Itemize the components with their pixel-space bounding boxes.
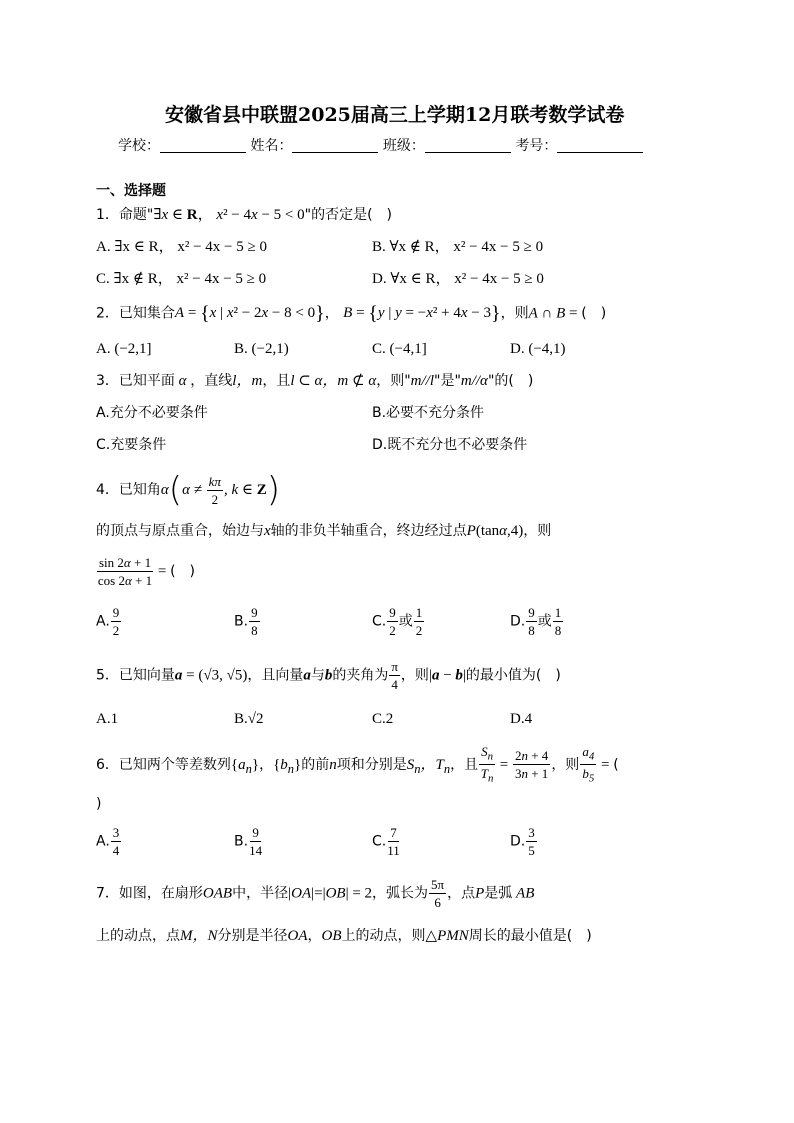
question-6-stem: 6．已知两个等差数列$\{a_n\}$，$\{b_n\}$的前n项和分别是$S_n$，$T_n$，且 $\frac{S_n}{T_n}$ = $\frac{2n + 4}{3n + 1}$ ，则 $\frac{a_4}{b_5}$ = ( <box>96 744 619 786</box>
q5-option-d[interactable]: D.4 <box>510 711 533 727</box>
question-1-stem: 1．命题"∃x ∈ R， x² − 4x − 5 < 0"的否定是( ) <box>96 207 392 223</box>
q3-option-a[interactable]: A.充分不必要条件 <box>96 405 208 421</box>
q2-option-d[interactable]: D. (−4,1) <box>510 341 566 357</box>
q3-option-d[interactable]: D.既不充分也不必要条件 <box>372 437 528 453</box>
q5-option-a[interactable]: A.1 <box>96 711 119 727</box>
q2-option-a[interactable]: A. (−2,1] <box>96 341 152 357</box>
school-field[interactable] <box>160 138 246 153</box>
class-label: 班级： <box>382 138 425 154</box>
name-field[interactable] <box>292 138 378 153</box>
question-6-line-2: ) <box>96 796 102 812</box>
exam-no-field[interactable] <box>557 138 643 153</box>
student-info-line <box>118 138 643 153</box>
q2-option-b[interactable]: B. (−2,1) <box>234 341 289 357</box>
q1-option-c[interactable]: C. ∃x ∉ R， x² − 4x − 5 ≥ 0 <box>96 271 267 287</box>
question-3-stem: 3．已知平面 α ，直线l，m，且l ⊂ α，m ⊄ α，则"m//l"是"m//α"的( ) <box>96 373 534 389</box>
exam-no-label: 考号： <box>515 138 558 154</box>
q4-option-b[interactable]: B. $\frac{9}{8}$ <box>234 605 258 638</box>
question-4-stem: 4．已知角α(α ≠ $\frac{k\pi}{2}$ , k ∈ Z) <box>96 470 281 510</box>
q2-set-b: B = {y | y = −x² + 4x − 3} <box>343 303 501 325</box>
section-heading: 一、选择题 <box>96 183 166 199</box>
school-label: 学校： <box>118 138 160 154</box>
question-5-stem: 5．已知向量a = (√3, √5)，且向量a与b的夹角为 $\frac{\pi}{4}$ ，则|a − b|的最小值为( ) <box>96 659 561 692</box>
q3-option-b[interactable]: B.必要不充分条件 <box>372 405 485 421</box>
question-4-line-2: 的顶点与原点重合，始边与x轴的非负半轴重合，终边经过点P(tanα,4)，则 <box>96 523 552 539</box>
q6-option-c[interactable]: C. $\frac{7}{11}$ <box>372 825 400 858</box>
q1-proposition: ∃x ∈ R， x² − 4x − 5 < 0 <box>153 207 305 223</box>
q6-option-d[interactable]: D. $\frac{3}{5}$ <box>510 825 535 858</box>
q1-option-a[interactable]: A. ∃x ∈ R， x² − 4x − 5 ≥ 0 <box>96 239 267 255</box>
name-label: 姓名： <box>250 138 293 154</box>
q2-option-c[interactable]: C. (−4,1] <box>372 341 427 357</box>
q5-option-c[interactable]: C.2 <box>372 711 394 727</box>
q6-option-b[interactable]: B. $\frac{9}{14}$ <box>234 825 263 858</box>
q2-set-a: A = {x | x² − 2x − 8 < 0} <box>174 303 325 325</box>
q4-option-d[interactable]: D. $\frac{9}{8}$ 或 $\frac{1}{8}$ <box>510 605 562 638</box>
question-7-line-2: 上的动点，点M，N分别是半径OA，OB上的动点，则△PMN周长的最小值是( ) <box>96 928 592 944</box>
q4-option-c[interactable]: C. $\frac{9}{2}$ 或 $\frac{1}{2}$ <box>372 605 423 638</box>
q3-option-c[interactable]: C.充要条件 <box>96 437 167 453</box>
q4-option-a[interactable]: A. $\frac{9}{2}$ <box>96 605 120 638</box>
class-field[interactable] <box>425 138 511 153</box>
question-2-stem: 2．已知集合A = {x | x² − 2x − 8 < 0}， B = {y | y = −x² + 4x − 3}，则A ∩ B = ( ) <box>96 303 607 325</box>
q1-option-b[interactable]: B. ∀x ∉ R， x² − 4x − 5 ≥ 0 <box>372 239 544 255</box>
question-7-stem: 7．如图，在扇形OAB中，半径|OA|=|OB| = 2，弧长为 $\frac{5\pi}{6}$ ，点P是弧 AB <box>96 877 535 910</box>
q6-option-a[interactable]: A. $\frac{3}{4}$ <box>96 825 120 858</box>
page-title: 安徽省县中联盟2025届高三上学期12月联考数学试卷 <box>165 104 625 126</box>
question-4-line-3: $\frac{\sin 2\alpha + 1}{\cos 2\alpha + 1}$ = ( ) <box>97 555 195 588</box>
q1-option-d[interactable]: D. ∀x ∈ R， x² − 4x − 5 ≥ 0 <box>372 271 544 287</box>
q5-option-b[interactable]: B.√2 <box>234 711 264 727</box>
